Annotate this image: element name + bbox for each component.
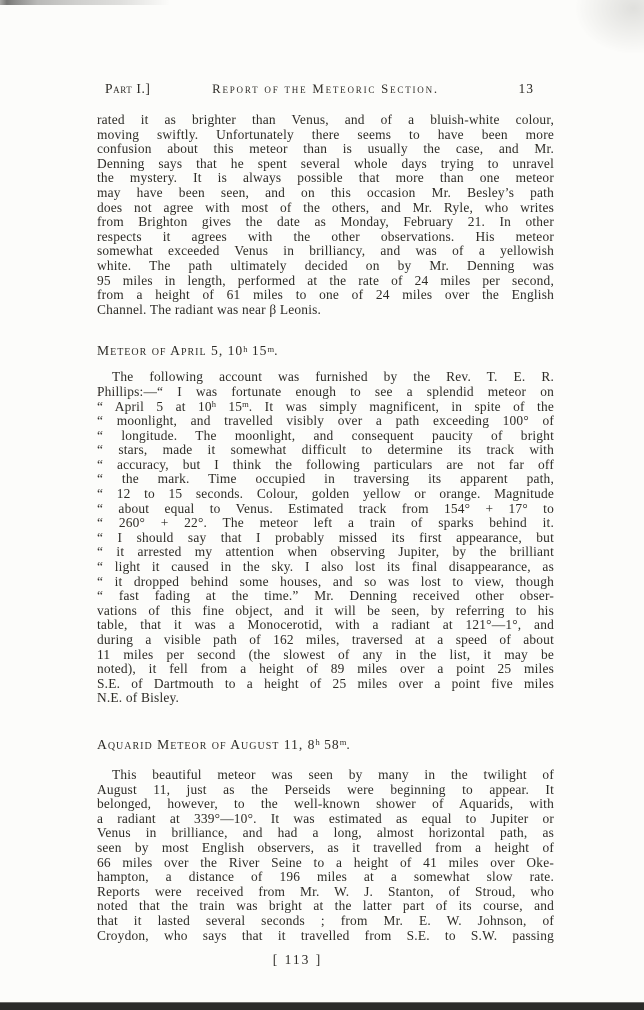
text-line: August 11, just as the Perseids were beginning to appear. It bbox=[97, 781, 554, 797]
text-line: seen by most English observers, as it travelled from a height of bbox=[97, 839, 554, 855]
heading-text: . bbox=[346, 736, 351, 752]
text-line: “ accuracy, but I think the following particulars are not far off bbox=[97, 456, 554, 472]
superscript-minutes: m bbox=[267, 343, 275, 354]
text-line: from a height of 61 miles to one of 24 miles over the English bbox=[97, 287, 554, 303]
text-segment: . It was simply magnificent, in spite of the bbox=[248, 398, 554, 414]
header-page-number: 13 bbox=[518, 81, 534, 96]
text-line: Channel. The radiant was near β Leonis. bbox=[97, 301, 322, 317]
page-footer bbox=[69, 952, 526, 967]
paragraph-aquarid-meteor bbox=[97, 768, 554, 943]
text-line: “ 260° + 22°. The meteor left a train of sparks behind it. bbox=[97, 515, 554, 531]
text-line: white. The path ultimately decided on by Mr. Denning was bbox=[97, 257, 554, 273]
superscript-minutes: m bbox=[339, 737, 347, 748]
text-line: vations of this fine object, and it will be seen, by referring to his bbox=[97, 602, 554, 618]
heading-text: . bbox=[274, 343, 279, 359]
text-line: belonged, however, to the well-known shower of Aquarids, with bbox=[97, 796, 554, 812]
header-part-label: Part I.] bbox=[105, 81, 151, 96]
text-line: from Brighton gives the date as Monday, February 21. In other bbox=[97, 214, 554, 230]
footer-page-number: [ 113 ] bbox=[272, 952, 323, 968]
paragraph-february-meteor bbox=[97, 113, 554, 317]
text-line: during a visible path of 162 miles, traversed at a speed of about bbox=[97, 632, 554, 647]
text-line: hampton, a distance of 196 miles at a somewhat slow rate. bbox=[97, 869, 554, 885]
text-line: “ it arrested my attention when observing Jupiter, by the brilliant bbox=[97, 544, 554, 560]
text-line: “ it dropped behind some houses, and so was lost to view, though bbox=[97, 573, 554, 589]
heading-text: 58 bbox=[319, 736, 340, 752]
text-line: “ fast fading at the time.” Mr. Denning received other obser- bbox=[97, 588, 554, 604]
text-line: the mystery. It is always possible that more than one meteor bbox=[97, 170, 554, 186]
text-line: rated it as brighter than Venus, and of a bluish-white colour, bbox=[97, 112, 554, 127]
text-line: respects it agrees with the other observations. His meteor bbox=[97, 228, 554, 244]
text-line: This beautiful meteor was seen by many in the twilight of bbox=[112, 766, 554, 782]
text-line: “ longitude. The moonlight, and consequent paucity of bright bbox=[97, 427, 554, 443]
text-line: “ light it caused in the sky. I also lost its final disappearance, as bbox=[97, 559, 554, 575]
text-line: a radiant at 339°—10°. It was estimated as equal to Jupiter or bbox=[97, 810, 554, 826]
superscript: h bbox=[211, 399, 217, 409]
text-line bbox=[97, 400, 554, 415]
text-line: S.E. of Dartmouth to a height of 25 miles over a point five miles bbox=[97, 675, 554, 691]
text-line: Venus in brilliance, and had a long, almost horizontal path, as bbox=[97, 825, 554, 841]
heading-text: 15 bbox=[247, 343, 268, 359]
page-content bbox=[97, 80, 554, 967]
superscript: m bbox=[242, 399, 249, 409]
heading-text: Meteor of April 5, 10 bbox=[97, 343, 244, 359]
text-segment: “ April 5 at 10 bbox=[97, 398, 212, 414]
text-line: table, that it was a Monocerotid, with a radiant at 121°—1°, and bbox=[97, 617, 554, 633]
text-line: “ about equal to Venus. Estimated track from 154° + 17° to bbox=[97, 500, 554, 516]
text-line: “ stars, made it somewhat difficult to determine its track with bbox=[97, 442, 554, 458]
text-segment: 15 bbox=[216, 398, 243, 414]
heading-text: Aquarid Meteor of August 11, 8 bbox=[97, 736, 316, 752]
section-heading-aquarid-meteor bbox=[97, 737, 554, 753]
text-line: Croydon, who says that it travelled from S.E. to S.W. passing bbox=[97, 927, 554, 943]
running-header bbox=[97, 80, 554, 97]
text-line: somewhat exceeded Venus in brilliancy, and was of a yellowish bbox=[97, 243, 554, 259]
text-line: 11 miles per second (the slowest of any in the list, it may be bbox=[97, 646, 554, 662]
text-line: N.E. of Bisley. bbox=[97, 690, 180, 706]
text-line: “ the mark. Time occupied in traversing its apparent path, bbox=[97, 471, 554, 487]
scan-artifact-top-edge bbox=[0, 0, 170, 5]
text-line: “ I should say that I probably missed its first appearance, but bbox=[97, 529, 554, 545]
superscript-hours: h bbox=[243, 343, 248, 354]
text-line: The following account was furnished by the Rev. T. E. R. bbox=[112, 369, 554, 385]
section-heading-april-meteor bbox=[97, 343, 554, 359]
scan-artifact-corner-speckle bbox=[574, 0, 644, 55]
text-line: Phillips:—“ I was fortunate enough to see a splendid meteor on bbox=[97, 383, 554, 399]
paragraph-april-meteor-account bbox=[97, 370, 554, 706]
text-line: Reports were received from Mr. W. J. Stanton, of Stroud, who bbox=[97, 883, 554, 899]
text-line: may have been seen, and on this occasion Mr. Besley’s path bbox=[97, 184, 554, 200]
header-title: Report of the Meteoric Section. bbox=[212, 82, 439, 96]
text-line: noted that the train was bright at the latter part of its course, and bbox=[97, 898, 554, 914]
text-line: “ 12 to 15 seconds. Colour, golden yellow or orange. Magnitude bbox=[97, 486, 554, 502]
text-line: 66 miles over the River Seine to a height of 41 miles over Oke- bbox=[97, 854, 554, 870]
text-line: does not agree with most of the others, and Mr. Ryle, who writes bbox=[97, 199, 554, 215]
text-line: “ moonlight, and travelled visibly over a path exceeding 100° of bbox=[97, 413, 554, 429]
text-line: Denning says that he spent several whole days trying to unravel bbox=[97, 155, 554, 171]
scan-artifact-bottom-edge bbox=[0, 1002, 644, 1010]
text-line: noted), it fell from a height of 89 miles over a point 25 miles bbox=[97, 661, 554, 677]
text-line: 95 miles in length, performed at the rate of 24 miles per second, bbox=[97, 272, 554, 288]
superscript-hours: h bbox=[315, 737, 320, 748]
text-line: confusion about this meteor than is usually the case, and Mr. bbox=[97, 141, 554, 157]
text-line: moving swiftly. Unfortunately there seems to have been more bbox=[97, 126, 554, 142]
text-line: that it lasted several seconds ; from Mr. E. W. Johnson, of bbox=[97, 912, 554, 928]
